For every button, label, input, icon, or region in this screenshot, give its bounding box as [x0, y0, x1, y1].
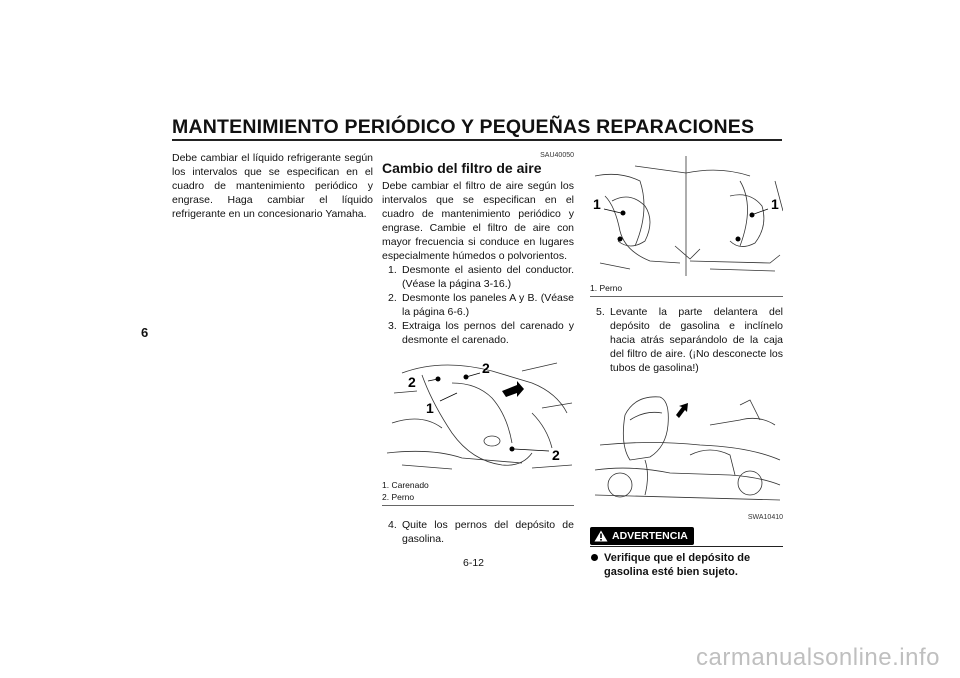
page-number: 6-12	[463, 557, 485, 569]
column-3	[590, 151, 783, 579]
steps-list	[382, 263, 574, 347]
figure-captions	[590, 282, 783, 294]
warning-triangle-icon	[594, 530, 608, 542]
caption-rule	[382, 505, 574, 506]
title-rule	[172, 139, 782, 141]
intro-paragraph: Debe cambiar el filtro de aire según los intervalos que se especifican en el cuadro de mantenimiento periódico y engrase. Cambie el filtro de aire con mayor frecuencia si conduce en lugares especialmente húmedos o polvorientos.	[382, 180, 574, 262]
cowling-figure	[382, 353, 574, 477]
bolt-illustration	[590, 151, 783, 276]
cowling-illustration	[382, 353, 574, 473]
page-title: MANTENIMIENTO PERIÓDICO Y PEQUEÑAS REPARACIONES	[172, 116, 755, 138]
warning-label: ADVERTENCIA	[612, 530, 688, 542]
bolt-figure	[590, 151, 783, 280]
figure-label: 2	[552, 447, 560, 463]
figure-label: 1	[426, 400, 434, 416]
warning-badge	[590, 527, 694, 545]
step-item: 1. Desmonte el asiento del conductor. (Véase la página 3-16.)	[388, 264, 574, 290]
section-code: SAU40050	[540, 152, 574, 159]
figure-label: 2	[408, 374, 416, 390]
warning-rule	[590, 546, 783, 547]
tank-illustration	[590, 385, 783, 503]
step-item: 2. Desmonte los paneles A y B. (Véase la página 6-6.)	[388, 292, 574, 318]
caption-item: 1. Perno	[590, 283, 623, 293]
steps-list-col3	[590, 305, 783, 375]
figure-label: 2	[482, 360, 490, 376]
warning-header	[590, 527, 783, 546]
caption-rule	[590, 296, 783, 297]
bullet-icon	[591, 554, 598, 561]
lift-arrow	[676, 403, 688, 418]
figure-label: 1	[593, 196, 601, 212]
tank-figure	[590, 385, 783, 507]
step-item: 3. Extraiga los pernos del carenado y desmonte el carenado.	[388, 320, 574, 346]
section-heading: Cambio del filtro de aire	[382, 160, 542, 176]
caption-item: 1. Carenado	[382, 480, 429, 490]
warning-code: SWA10410	[747, 514, 783, 521]
column-1	[172, 151, 373, 221]
step-item: 4. Quite los pernos del depósito de gasolina.	[388, 519, 574, 545]
step-item: 5. Levante la parte delantera del depósito de gasolina e inclínelo hacia atrás separándolo de la caja del filtro de aire. (¡No desconecte los tubos de gasolina!)	[596, 306, 783, 374]
warning-item: Verifique que el depósito de gasolina esté bien sujeto.	[590, 551, 783, 579]
figure-label: 1	[771, 196, 779, 212]
watermark: carmanualsonline.info	[696, 644, 940, 671]
caption-item: 2. Perno	[382, 492, 415, 502]
column-2	[382, 151, 574, 546]
steps-list-continued	[382, 518, 574, 546]
chapter-tab: 6	[141, 325, 149, 340]
figure-captions	[382, 479, 574, 503]
coolant-paragraph: Debe cambiar el líquido refrigerante según los intervalos que se especifican en el cuadro de mantenimiento periódico y engrase. Haga cambiar el líquido refrigerante en un concesionario Yamaha.	[172, 152, 373, 220]
